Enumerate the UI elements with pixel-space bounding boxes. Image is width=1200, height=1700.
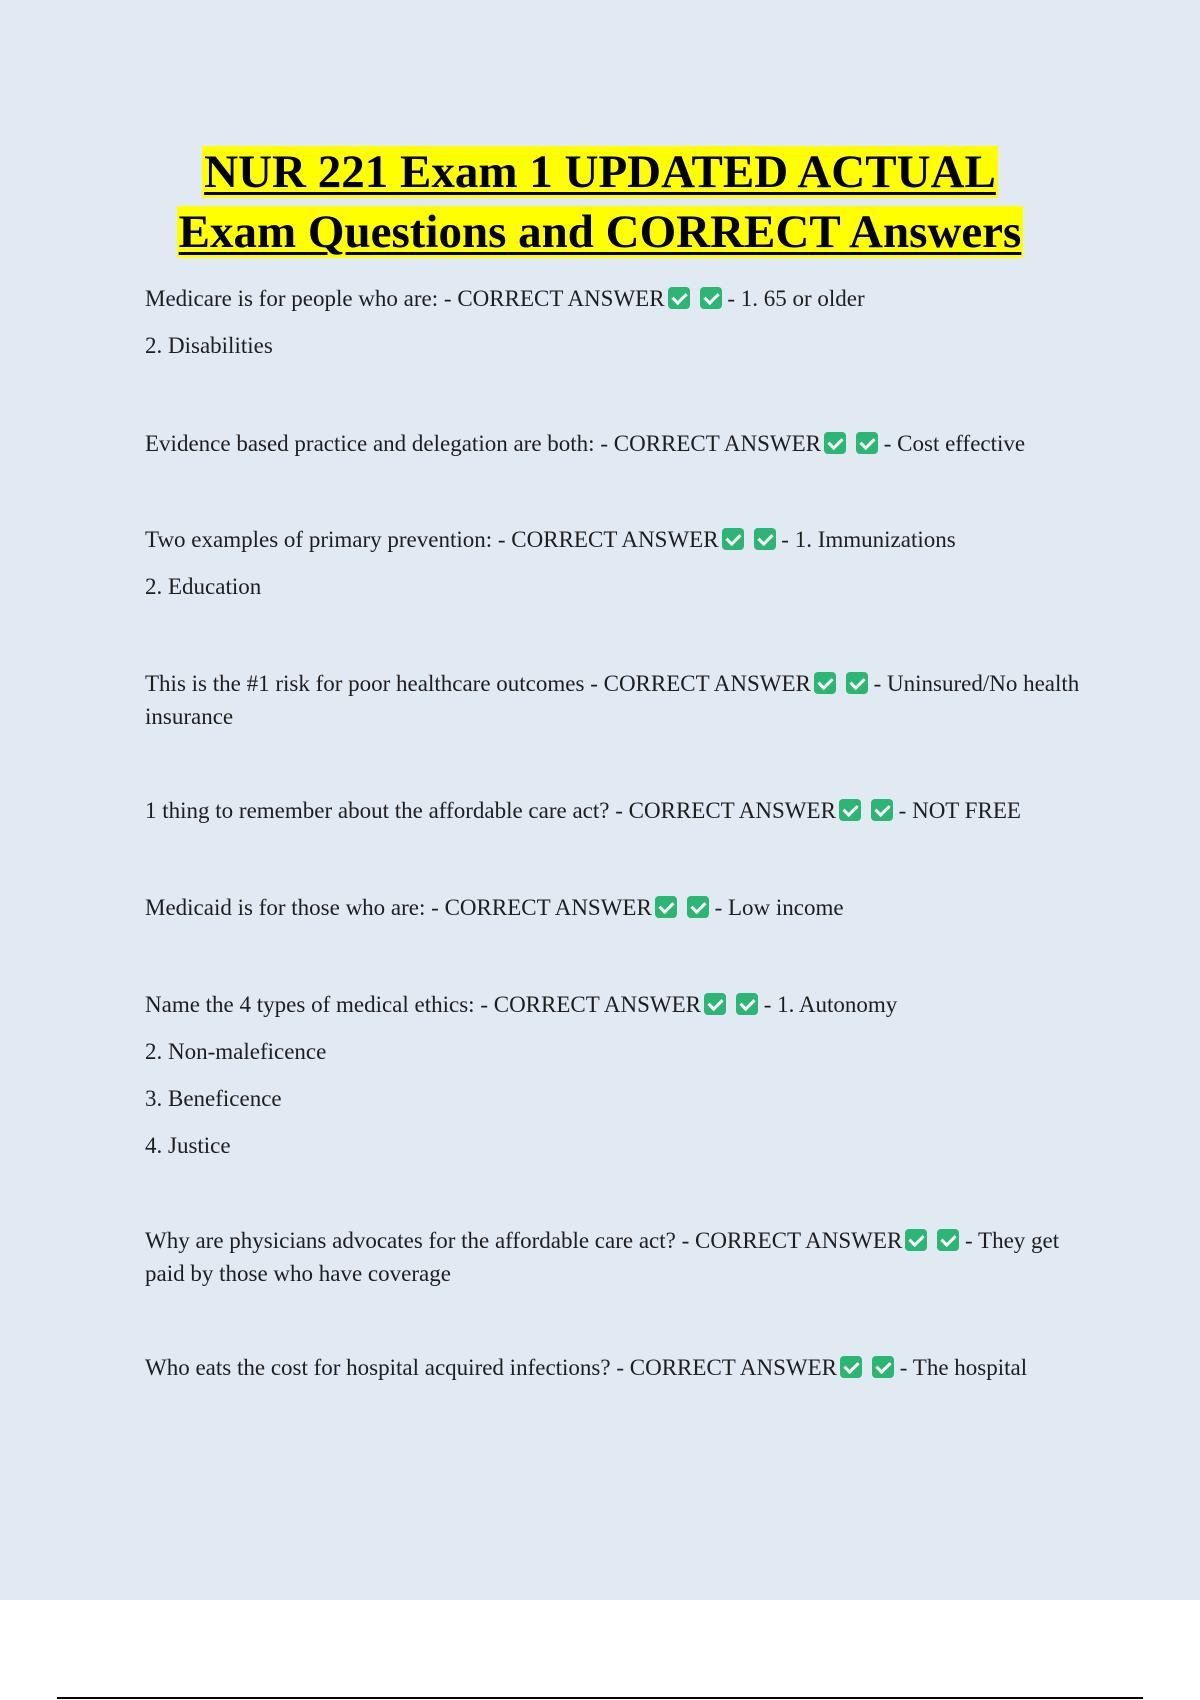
question-text: Medicaid is for those who are: [145, 895, 426, 920]
title-line-2: Exam Questions and CORRECT Answers [178, 206, 1022, 258]
answer-continuation: 2. Disabilities [145, 333, 273, 358]
bottom-divider [57, 1697, 1143, 1699]
answer-text: They get paid by those who have coverage [145, 1228, 1060, 1286]
answer-marker: CORRECT ANSWER [628, 798, 836, 823]
answer-text: The hospital [912, 1355, 1028, 1380]
qa-item: Medicare is for people who are: - CORRECT ANSWER - 1. 65 or older 2. Disabilities [145, 282, 1085, 362]
check-icon [668, 287, 690, 309]
check-icon [655, 896, 677, 918]
qa-item: Name the 4 types of medical ethics: - CORRECT ANSWER - 1. Autonomy 2. Non-maleficence 3. Beneficence 4. Justice [145, 988, 1085, 1162]
qa-item: Who eats the cost for hospital acquired infections? - CORRECT ANSWER - The hospital [145, 1355, 1028, 1380]
question-text: This is the #1 risk for poor healthcare outcomes [145, 671, 585, 696]
check-icon [736, 993, 758, 1015]
check-icon [700, 287, 722, 309]
answer-continuation: 2. Education [145, 574, 262, 599]
question-text: Name the 4 types of medical ethics: [145, 992, 475, 1017]
check-icon [846, 672, 868, 694]
check-icon [824, 432, 846, 454]
check-icon [704, 993, 726, 1015]
check-icon [722, 528, 744, 550]
check-icon [937, 1229, 959, 1251]
qa-item: 1 thing to remember about the affordable care act? - CORRECT ANSWER - NOT FREE [145, 798, 1021, 823]
answer-marker: CORRECT ANSWER [629, 1355, 838, 1380]
answer-text: 1. 65 or older [740, 286, 865, 311]
check-icon [687, 896, 709, 918]
check-icon [814, 672, 836, 694]
check-icon [905, 1229, 927, 1251]
title-line-1: NUR 221 Exam 1 UPDATED ACTUAL [204, 146, 996, 198]
check-icon [871, 799, 893, 821]
question-text: Why are physicians advocates for the affordable care act? [145, 1228, 676, 1253]
answer-marker: CORRECT ANSWER [493, 992, 701, 1017]
question-text: 1 thing to remember about the affordable care act? [145, 798, 610, 823]
question-text: Evidence based practice and delegation are both: [145, 431, 595, 456]
check-icon [872, 1356, 894, 1378]
check-icon [856, 432, 878, 454]
question-text: Who eats the cost for hospital acquired infections? [145, 1355, 611, 1380]
check-icon [839, 799, 861, 821]
question-text: Medicare is for people who are: [145, 286, 439, 311]
answer-text: Low income [728, 895, 844, 920]
answer-marker: CORRECT ANSWER [695, 1228, 903, 1253]
answer-marker: CORRECT ANSWER [613, 431, 821, 456]
qa-item: Evidence based practice and delegation are both: - CORRECT ANSWER - Cost effective [145, 431, 1026, 456]
answer-continuation: 3. Beneficence [145, 1086, 282, 1111]
answer-text: Cost effective [897, 431, 1026, 456]
qa-item: Medicaid is for those who are: - CORRECT ANSWER - Low income [145, 895, 844, 920]
answer-continuation: 2. Non-maleficence [145, 1039, 327, 1064]
question-text: Two examples of primary prevention: [145, 527, 493, 552]
check-icon [840, 1356, 862, 1378]
qa-item: Why are physicians advocates for the affordable care act? - CORRECT ANSWER - They get paid by those who have coverage [145, 1228, 1060, 1286]
check-icon [754, 528, 776, 550]
answer-marker: CORRECT ANSWER [444, 895, 652, 920]
qa-item: Two examples of primary prevention: - CORRECT ANSWER - 1. Immunizations 2. Education [145, 523, 1085, 603]
answer-marker: CORRECT ANSWER [457, 286, 665, 311]
answer-marker: CORRECT ANSWER [603, 671, 811, 696]
answer-marker: CORRECT ANSWER [511, 527, 719, 552]
document-title [0, 142, 1200, 262]
answer-text: 1. Autonomy [777, 992, 898, 1017]
answer-text: 1. Immunizations [794, 527, 956, 552]
answer-continuation: 4. Justice [145, 1133, 231, 1158]
answer-text: Uninsured/No health insurance [145, 671, 1080, 729]
qa-item: This is the #1 risk for poor healthcare outcomes - CORRECT ANSWER - Uninsured/No health insurance [145, 671, 1080, 729]
answer-text: NOT FREE [912, 798, 1021, 823]
